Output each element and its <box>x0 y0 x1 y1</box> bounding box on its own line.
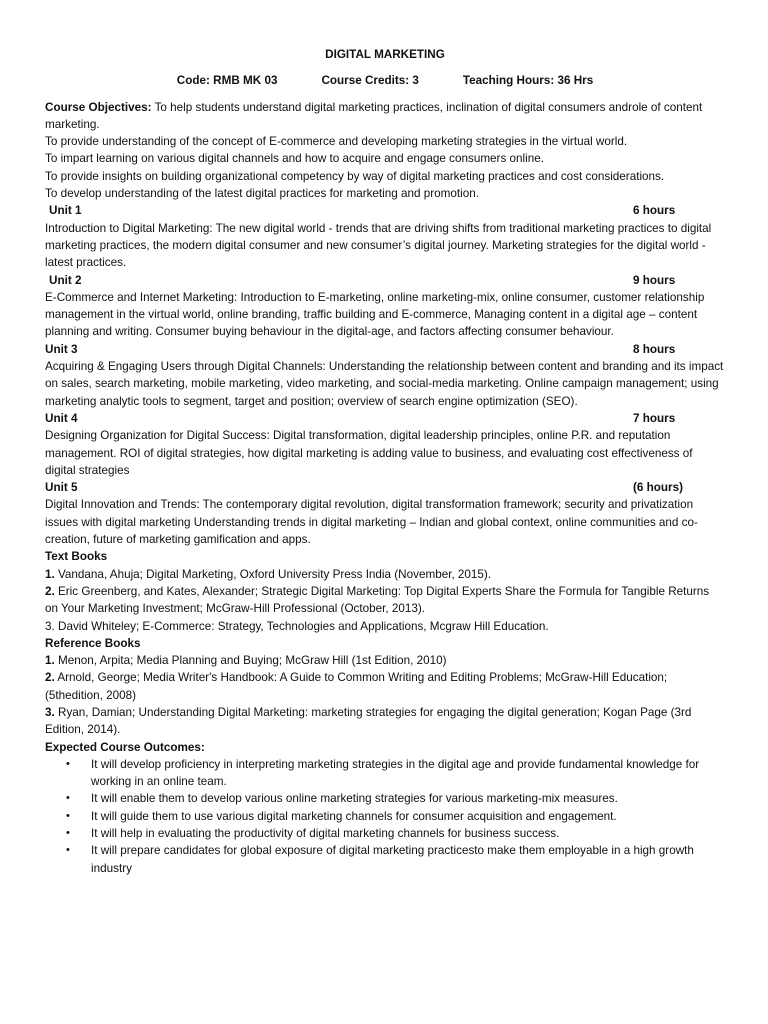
list-item <box>45 652 725 669</box>
item-number: 2. <box>45 584 55 598</box>
item-number: 2. <box>45 671 55 685</box>
bullet-icon: • <box>66 757 70 770</box>
unit-heading <box>45 479 725 496</box>
list-item <box>45 566 725 583</box>
unit-name: Unit 2 <box>49 273 82 287</box>
item-text: Arnold, George; Media Writer's Handbook: A Guide to Common Writing and Editing Problems; McGraw-Hill Education; (5thedition, 2008) <box>45 671 668 702</box>
unit-hours: 9 hours <box>633 273 676 287</box>
objective-line: To develop understanding of the latest digital practices for marketing and promotion. <box>45 187 479 201</box>
outcome-item <box>66 808 725 825</box>
outcome-text: It will guide them to use various digital marketing channels for consumer acquisition and engagement. <box>91 809 617 823</box>
outcome-text: It will help in evaluating the productivity of digital marketing channels for business success. <box>91 827 560 841</box>
item-number: 3. <box>45 619 55 633</box>
item-text: David Whiteley; E-Commerce: Strategy, Technologies and Applications, Mcgraw Hill Education. <box>54 619 549 633</box>
unit-description: E-Commerce and Internet Marketing: Introduction to E-marketing, online marketing-mix, online consumer, customer relationship management in the virtual world, online branding, traffic building and E-commerce, Managing content in a digital age – content planning and writing. Consumer buying behaviour in the digital-age, and factors affecting consumer behaviour. <box>45 290 705 339</box>
list-item <box>45 583 725 618</box>
bullet-icon: • <box>66 827 70 840</box>
bullet-icon: • <box>66 792 70 805</box>
outcome-text: It will prepare candidates for global exposure of digital marketing practicesto make them employable in a high growth industry <box>91 844 694 875</box>
outcome-text: It will enable them to develop various online marketing strategies for various marketing-mix measures. <box>91 792 618 806</box>
unit-hours: (6 hours) <box>633 481 683 495</box>
unit-name: Unit 1 <box>49 204 82 218</box>
objectives-first: To help students understand digital marketing practices, inclination of digital consumers androle of content marketing. <box>45 100 703 131</box>
unit-hours: 7 hours <box>633 411 676 425</box>
reference-books-heading: Reference Books <box>45 636 141 650</box>
unit-hours: 8 hours <box>633 342 676 356</box>
outcome-item <box>66 825 725 842</box>
text-books-heading: Text Books <box>45 550 108 564</box>
unit-heading <box>45 202 725 219</box>
text-books-list <box>45 566 725 635</box>
item-text: Eric Greenberg, and Kates, Alexander; Strategic Digital Marketing: Top Digital Experts Share the Formula for Tangible Returns on Your Marketing Investment; McGraw-Hill Professional (October, 2013). <box>45 584 710 616</box>
unit-description: Acquiring & Engaging Users through Digital Channels: Understanding the relationship between content and branding and its impact on sales, search marketing, mobile marketing, video marketing, and social-media marketing. Online campaign management; using marketing analytic tools to segment, target and position; overview of search engine optimization (SEO). <box>45 360 724 408</box>
bullet-icon: • <box>66 809 70 822</box>
item-text: Vandana, Ahuja; Digital Marketing, Oxford University Press India (November, 2015). <box>54 567 492 581</box>
outcomes-heading: Expected Course Outcomes: <box>45 740 205 754</box>
outcome-text: It will develop proficiency in interpreting marketing strategies in the digital age and provide fundamental knowledge for working in an online team. <box>91 757 700 789</box>
outcome-item <box>66 756 725 791</box>
unit-heading <box>45 272 725 289</box>
unit-name: Unit 5 <box>45 481 78 495</box>
list-item <box>45 669 725 704</box>
unit-description: Designing Organization for Digital Success: Digital transformation, digital leadership principles, online P.R. and reputation management. ROI of digital strategies, how digital marketing is adding value to business, and evaluating cost effectiveness of digital strategies <box>45 429 693 477</box>
objectives-paragraph <box>45 99 725 134</box>
document-page <box>45 46 725 877</box>
unit-description: Digital Innovation and Trends: The contemporary digital revolution, digital transformation framework; security and privatization issues with digital marketing Understanding trends in digital marketing – Indian and global context, online communities and co-creation, future of marketing gamification and apps. <box>45 498 698 547</box>
outcomes-list <box>45 756 725 877</box>
item-number: 1. <box>45 654 55 668</box>
unit-name: Unit 4 <box>45 411 78 425</box>
unit-heading <box>45 410 725 427</box>
list-item <box>45 704 725 739</box>
page-title: DIGITAL MARKETING <box>325 48 445 61</box>
unit-name: Unit 3 <box>45 342 78 356</box>
item-text: Menon, Arpita; Media Planning and Buying; McGraw Hill (1st Edition, 2010) <box>54 654 447 668</box>
objectives-label: Course Objectives: <box>45 100 152 114</box>
course-info-line <box>45 72 725 89</box>
outcome-item <box>66 790 725 807</box>
course-credits: Course Credits: 3 <box>321 74 419 88</box>
unit-description: Introduction to Digital Marketing: The new digital world - trends that are driving shifts from traditional marketing practices to digital marketing practices, the modern digital consumer and new consumer’s digital journey. Marketing strategies for the digital world - latest practices. <box>45 221 712 270</box>
reference-books-list <box>45 652 725 738</box>
objective-line: To provide insights on building organizational competency by way of digital marketing practices and cost considerations. <box>45 169 665 183</box>
item-number: 1. <box>45 567 55 581</box>
objective-line: To impart learning on various digital channels and how to acquire and engage consumers online. <box>45 152 544 166</box>
outcome-item <box>66 842 725 877</box>
unit-hours: 6 hours <box>633 204 676 218</box>
unit-heading <box>45 341 725 358</box>
list-item <box>45 618 725 635</box>
course-code: Code: RMB MK 03 <box>176 74 278 88</box>
item-text: Ryan, Damian; Understanding Digital Marketing: marketing strategies for engaging the digital generation; Kogan Page (3rd Edition, 2014). <box>45 705 692 737</box>
objective-line: To provide understanding of the concept of E-commerce and developing marketing strategies in the virtual world. <box>45 135 628 149</box>
teaching-hours: Teaching Hours: 36 Hrs <box>462 74 594 88</box>
item-number: 3. <box>45 705 55 719</box>
bullet-icon: • <box>66 844 70 857</box>
